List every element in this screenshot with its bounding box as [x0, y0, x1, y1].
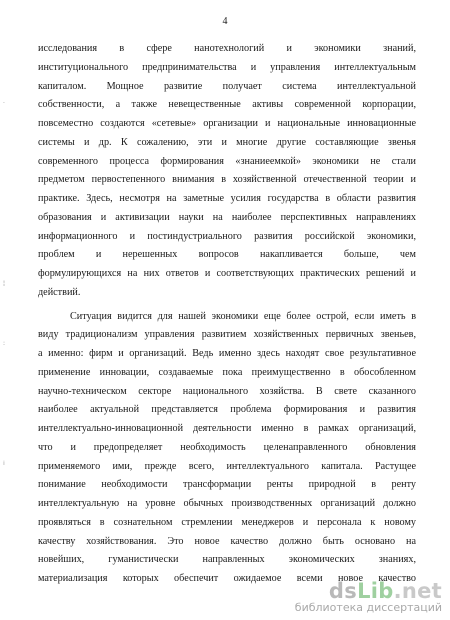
text-line: понимание необходимости трансформации ренты природной в ренту: [38, 479, 416, 491]
paragraph: [38, 40, 416, 303]
text-line: Ситуация видится для нашей экономики еще более острой, если иметь в: [70, 310, 416, 322]
watermark-net: .net: [393, 579, 442, 603]
watermark-ds: ds: [328, 579, 358, 603]
document-body: [38, 40, 416, 589]
watermark-lib: Lib: [357, 579, 394, 603]
page-number: 4: [222, 16, 228, 27]
text-line: качеству хозяйствования. Это новое качество должно быть основано на: [38, 535, 416, 547]
watermark-wordmark: [295, 579, 442, 603]
text-line: капиталом. Мощное развитие получает система интеллектуальной: [38, 80, 416, 92]
text-line: интеллектуально-инновационной деятельности именно в рамках организаций,: [38, 423, 416, 434]
text-line: современного процесса формирования «знаниеемкой» экономики не стали: [38, 155, 416, 167]
watermark-logo: [295, 579, 442, 614]
text-line: применение инновации, создаваемые пока преимущественно в обособленном: [38, 366, 416, 378]
scan-mark: ⁞: [3, 460, 5, 467]
text-line: предметом первостепенного внимания в хозяйственной отечественной теории и: [38, 174, 416, 186]
text-line: институционального предпринимательства и управления интеллектуальным: [38, 61, 416, 73]
scan-mark: :: [3, 340, 6, 347]
text-line: системы и др. К сожалению, эти и многие другие составляющие звенья: [38, 136, 416, 148]
text-line: повсеместно создаются «сетевые» организации и национальные инновационные: [38, 118, 416, 129]
text-line: формулирующихся на них ответов и соответствующих практических решений и: [38, 268, 416, 279]
text-line: действий.: [38, 286, 81, 298]
paragraph: [38, 308, 416, 589]
text-line: а именно: фирм и организаций. Ведь именно здесь находят свое результативное: [38, 348, 416, 359]
text-line: собственности, а также невещественные активы современной корпорации,: [38, 99, 416, 111]
text-line: что и предопределяет необходимость целенаправленного обновления: [38, 441, 416, 453]
text-line: новейших, гуманистически направленных экономических знаниях,: [38, 554, 416, 566]
text-line: научно-техническом секторе национального хозяйства. В свете сказанного: [38, 385, 416, 397]
text-line: наиболее актуальной представляется проблема формирования и развития: [38, 404, 416, 416]
text-line: материализация которых обеспечит ожидаемое всеми новое качество: [38, 573, 416, 584]
text-line: информационного и постиндустриального развития российской экономики,: [38, 230, 416, 242]
text-line: виду традиционализм управления развитием хозяйственных первичных звеньев,: [38, 329, 416, 341]
scan-mark: ¦: [3, 280, 6, 287]
scan-mark: ·: [3, 100, 5, 107]
text-line: образования и активизации науки на наиболее перспективных направлениях: [38, 211, 416, 223]
watermark-subtitle: библиотека диссертаций: [294, 601, 442, 614]
text-line: проблем и нерешенных вопросов накапливается больше, чем: [38, 249, 416, 261]
text-line: интеллектуальную на уровне обычных производственных организаций должно: [38, 498, 416, 509]
text-line: исследования в сфере нанотехнологий и экономики знаний,: [38, 43, 416, 54]
text-line: применяемого ими, прежде всего, интеллектуального капитала. Растущее: [38, 460, 416, 472]
text-line: проявляться в сознательном стремлении менеджеров и персонала к новому: [38, 516, 416, 528]
text-line: практике. Здесь, несмотря на заметные усилия государства в области развития: [38, 193, 416, 204]
